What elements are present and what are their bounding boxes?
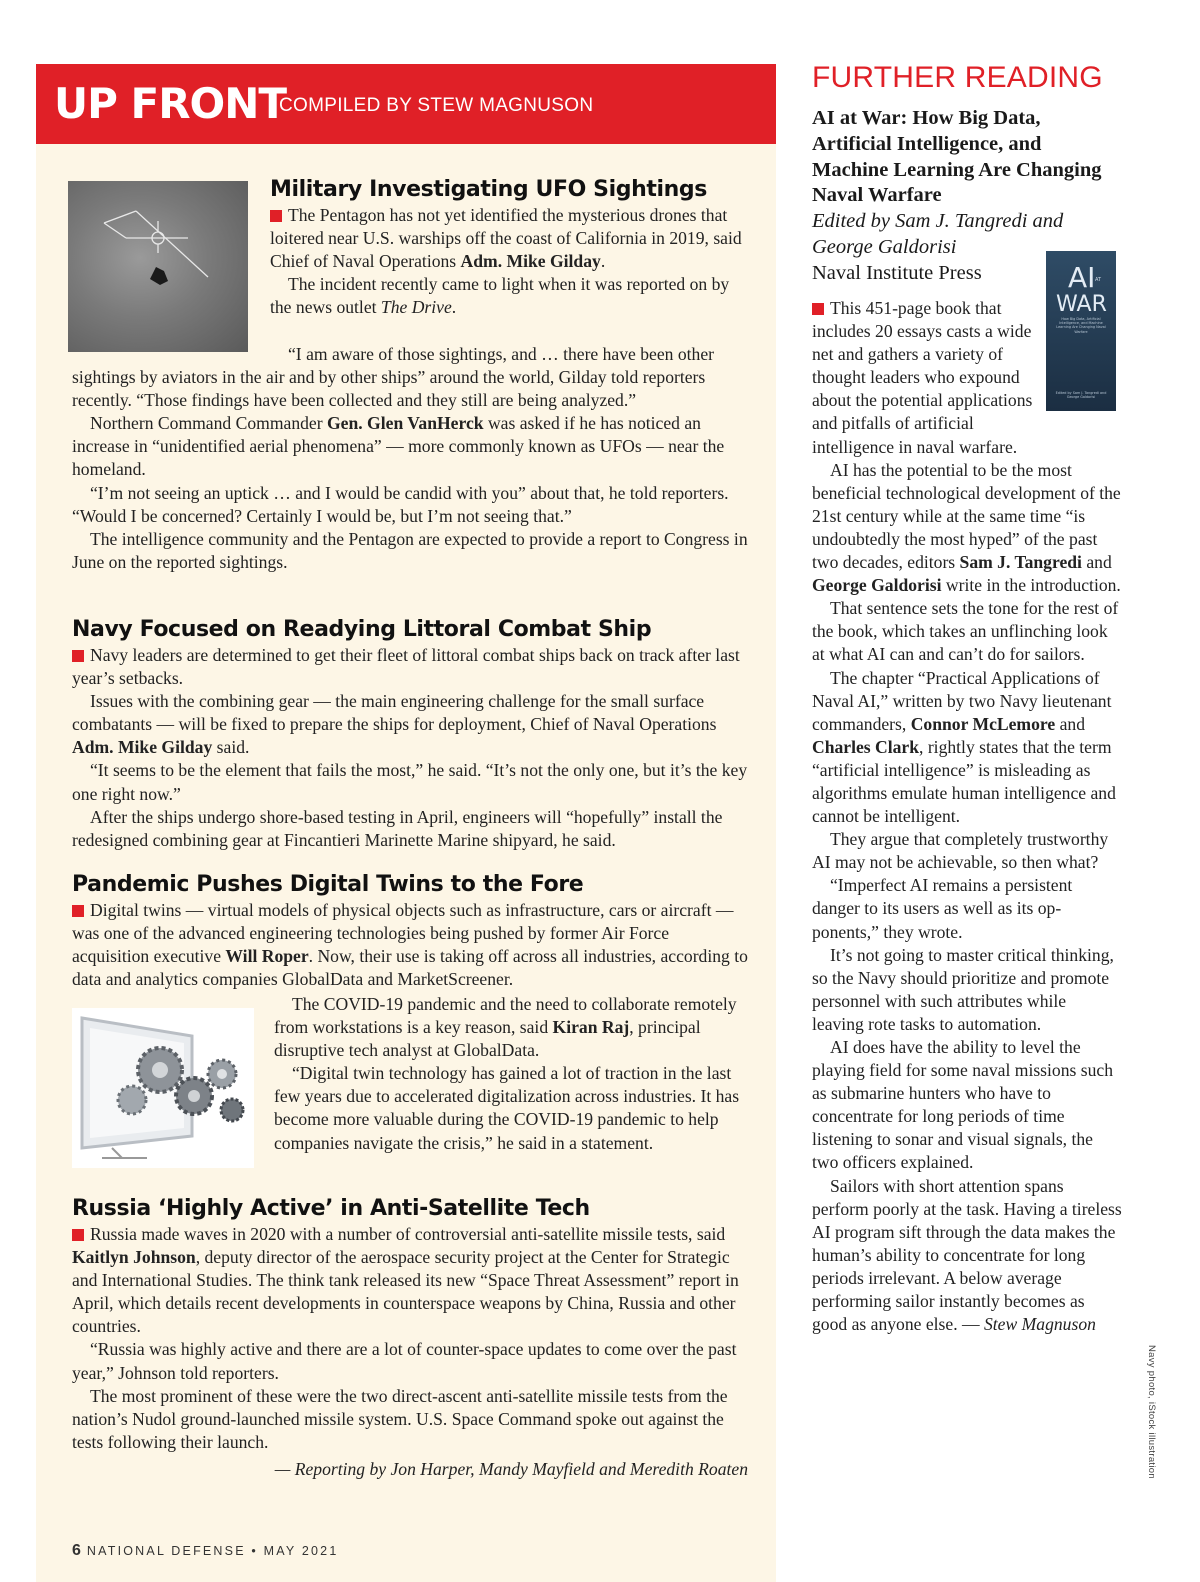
paragraph: Northern Command Commander Gen. Glen VanHerck was asked if he has noticed an increase in “unidentified aerial phenomena” — more commonly known as UFOs — near the homeland. xyxy=(72,413,725,480)
bullet-square xyxy=(72,905,84,917)
paragraph: “Imperfect AI remains a persistent danger to its users as well as its opponents,” they wrote. xyxy=(812,875,1073,942)
further-reading-title: FURTHER READING xyxy=(812,61,1103,94)
publication-name: The Drive xyxy=(380,297,452,318)
book-editors: Edited by Sam J. Tangredi and George Galdorisi xyxy=(812,210,1064,258)
person-name: Will Roper xyxy=(225,946,309,967)
bullet-square xyxy=(812,303,824,315)
headline-russia-asat: Russia ‘Highly Active’ in Anti-Satellite Tech xyxy=(72,1196,590,1221)
paragraph: AI does have the ability to level the playing field for some naval missions such as submarine hunters who have to concentrate for long periods of time listening to sonar and visual signals, the two officers explained. xyxy=(812,1037,1114,1173)
paragraph: “Russia was highly active and there are a lot of counter-space updates to come over the past year,” Johnson told reporters. xyxy=(72,1339,737,1383)
cover-subtitle: How Big Data, Artificial Intelligence, and Machine Learning Are Changing Naval Warfare xyxy=(1056,317,1106,334)
paragraph: Digital twins — virtual models of physical objects such as infrastructure, cars or aircraft — was one of the advanced engineering technologies being pushed by former Air Force acquisition executive Will Roper. Now, their use is taking off across all industries, according to data and analytics companies GlobalData and MarketScreener. xyxy=(72,900,748,990)
book-review xyxy=(812,297,1122,1336)
paragraph: The Pentagon has not yet identified the mysterious drones that loitered near U.S. warships off the coast of California in 2019, said Chief of Naval Operations Adm. Mike Gilday. xyxy=(270,205,742,272)
reporting-credit: — Reporting by Jon Harper, Mandy Mayfield and Meredith Roaten xyxy=(274,1458,748,1479)
paragraph: “It seems to be the element that fails the most,” he said. “It’s not the only one, but it’s the key one right now.” xyxy=(72,760,748,804)
paragraph: It’s not going to master critical thinking, so the Navy should prioritize and promote personnel with such attributes while leaving rote tasks to automation. xyxy=(812,944,1114,1034)
review-author: Stew Magnuson xyxy=(984,1314,1096,1335)
person-name: Charles Clark xyxy=(812,736,920,757)
paragraph: The chapter “Practical Applications of Naval AI,” written by two Navy lieutenant commanders, Connor McLemore and Charles Clark, rightly states that the term “artificial intelligence” is misleading as algorithms emulate human intelligence and cannot be intelligent. xyxy=(812,667,1116,827)
photo-credit: Navy photo, iStock illustration xyxy=(1146,1345,1157,1479)
article-digital-twins xyxy=(72,871,748,991)
paragraph: Navy leaders are determined to get their fleet of littoral combat ships back on track after last year’s setbacks. xyxy=(72,645,740,689)
person-name: Sam J. Tangredi xyxy=(959,552,1082,573)
headline-ufo: Military Investigating UFO Sightings xyxy=(270,177,707,202)
paragraph: AI has the potential to be the most beneficial technological development of the 21st century while at the same time “is undoubtedly the most hyped” of the past two decades, editors Sam J. Tangredi and George Galdorisi write in the introduction. xyxy=(812,459,1121,596)
compiled-by: COMPILED BY STEW MAGNUSON xyxy=(279,95,594,116)
paragraph: The most prominent of these were the two direct-ascent anti-satellite missile tests from the nation’s Nudol ground-launched missile system. U.S. Space Command spoke out against the tests following their launch. xyxy=(72,1385,728,1452)
bullet-square xyxy=(72,650,84,662)
bullet-square xyxy=(72,1229,84,1241)
article-ufo-body-top xyxy=(270,204,748,319)
paragraph: They argue that completely trustworthy AI may not be achievable, so then what? xyxy=(812,829,1109,873)
article-ufo xyxy=(270,176,748,204)
article-ufo-body xyxy=(72,343,748,574)
book-title: AI at War: How Big Data, Artificial Intelligence, and Machine Learning Are Changing Naval Warfare xyxy=(812,107,1102,207)
person-name: Gen. Glen VanHerck xyxy=(326,413,484,434)
book-publisher: Naval Institute Press xyxy=(812,262,982,284)
article-russia-asat xyxy=(72,1195,748,1481)
cover-title-war: WAR xyxy=(1056,292,1107,317)
person-name: Connor McLemore xyxy=(910,713,1056,734)
person-name: Adm. Mike Gilday xyxy=(460,251,601,272)
section-banner xyxy=(36,64,776,144)
person-name: Kaitlyn Johnson xyxy=(72,1247,196,1268)
paragraph: This 451-page book that includes 20 essays casts a wide net and gathers a variety of thought leaders who expound about the potential applications and pitfalls of artificial intelligence in naval warfare. xyxy=(812,298,1033,457)
paragraph: The intelligence community and the Pentagon are expected to provide a report to Congress in June on the reported sightings. xyxy=(72,528,748,572)
ufo-photo-graphic xyxy=(68,181,248,352)
cover-title-at: AT xyxy=(1095,277,1102,283)
section-title: UP FRONT xyxy=(54,79,287,128)
paragraph: The COVID-19 pandemic and the need to collaborate remotely from workstations is a key reason, said Kiran Raj, principal disruptive tech analyst at GlobalData. xyxy=(274,994,737,1061)
gears-graphic xyxy=(72,1008,254,1168)
paragraph: That sentence sets the tone for the rest of the book, which takes an unflinching look at what AI can and can’t do for sailors. xyxy=(812,598,1119,665)
bullet-square xyxy=(270,210,282,222)
headline-lcs: Navy Focused on Readying Littoral Combat Ship xyxy=(72,617,652,642)
paragraph: Issues with the combining gear — the main engineering challenge for the small surface combatants — will be fixed to prepare the ships for deployment, Chief of Naval Operations Adm. Mike Gilday said. xyxy=(72,691,717,758)
page-number: 6 xyxy=(72,1542,81,1559)
person-name: George Galdorisi xyxy=(812,575,942,596)
person-name: Kiran Raj xyxy=(552,1017,630,1038)
paragraph: “Digital twin technology has gained a lot of traction in the last few years due to accelerated digitalization across industries. It has become more valuable during the COVID-19 pandemic to help companies navigate the crisis,” he said in a statement. xyxy=(274,1063,740,1153)
article-digital-twins-body xyxy=(274,993,748,1155)
digital-twin-gears-photo xyxy=(72,1008,254,1168)
publication-date: NATIONAL DEFENSE • MAY 2021 xyxy=(86,1544,339,1558)
paragraph: Sailors with short attention spans perform poorly at the task. Having a tireless AI program sift through the data makes the human’s ability to concentrate for long periods irrelevant. A below average performing sailor instantly becomes as good as anyone else. — Stew Magnuson xyxy=(812,1175,1122,1335)
paragraph: The incident recently came to light when it was reported on by the news outlet The Drive. xyxy=(270,274,730,318)
article-lcs xyxy=(72,616,748,852)
person-name: Adm. Mike Gilday xyxy=(72,737,213,758)
cover-editors: Edited by Sam J. Tangredi and George Galdorisi xyxy=(1055,391,1107,400)
headline-digital-twins: Pandemic Pushes Digital Twins to the Fore xyxy=(72,872,584,897)
paragraph: “I am aware of those sightings, and … there have been other sightings by aviators in the air and by other ships” around the world, Gilday told reporters recently. “Those findings have been collected and they still are being analyzed.” xyxy=(72,344,715,411)
page-footer xyxy=(72,1542,338,1560)
paragraph: Russia made waves in 2020 with a number of controversial anti-satellite missile tests, said Kaitlyn Johnson, deputy director of the aerospace security project at the Center for Strategic and International Studies. The think tank released its new “Space Threat Assessment” report in April, which details recent developments in counterspace weapons by China, Russia and other countries. xyxy=(72,1224,739,1337)
cover-title-ai: AI xyxy=(1068,261,1096,294)
paragraph: “I’m not seeing an uptick … and I would be candid with you” about that, he told reporters. “Would I be concerned? Certainly I would be, but I’m not seeing that.” xyxy=(72,482,729,526)
paragraph: After the ships undergo shore-based testing in April, engineers will “hopefully” install the redesigned combining gear at Fincantieri Marinette Marine shipyard, he said. xyxy=(72,806,723,850)
ufo-photo xyxy=(68,181,248,352)
